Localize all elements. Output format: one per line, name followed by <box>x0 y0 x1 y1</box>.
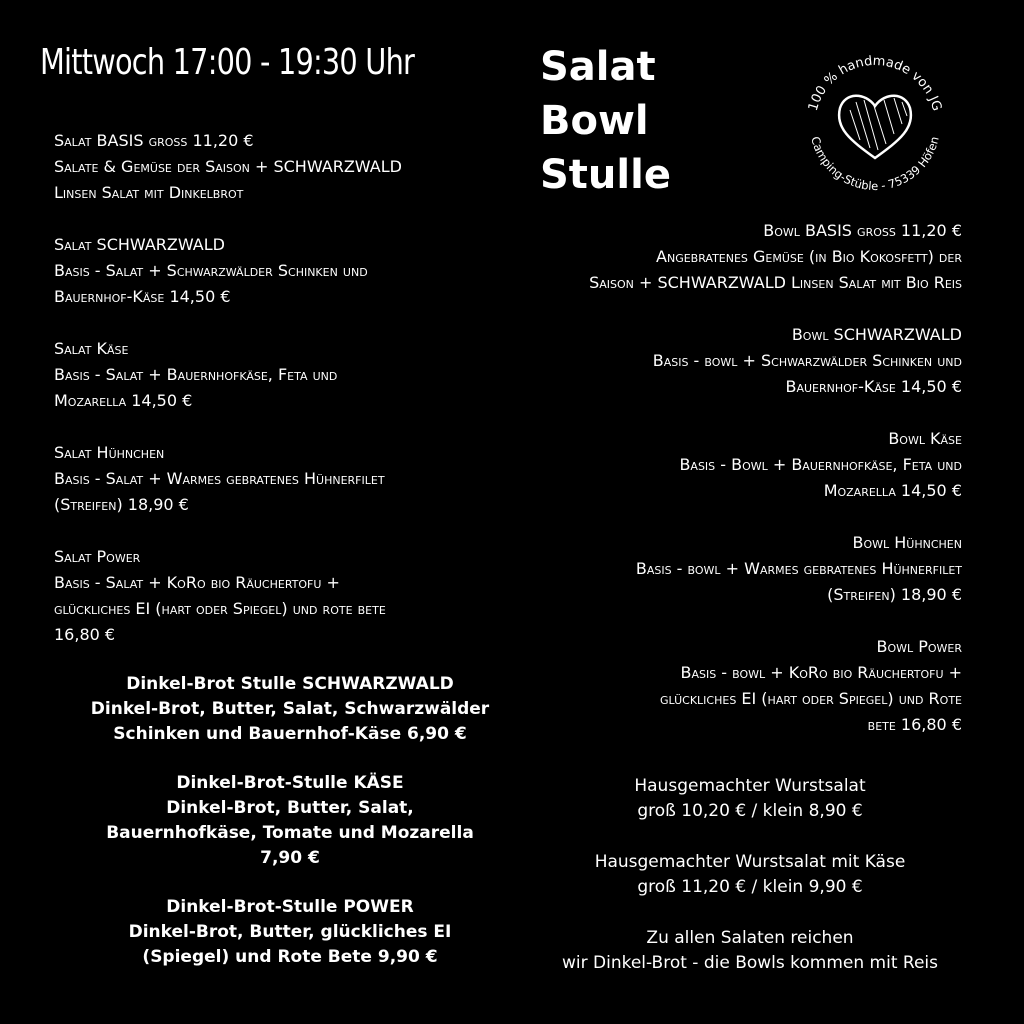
item-line: glückliches EI (hart oder Spiegel) und rote bete <box>54 599 386 618</box>
wurstsalat-item <box>530 850 970 900</box>
item-line: Salat Power <box>54 547 141 566</box>
item-line: Basis - Salat + KoRo bio Räuchertofu + <box>54 573 340 592</box>
item-line: Saison + SCHWARZWALD Linsen Salat mit Bio Reis <box>589 273 962 292</box>
item-line: groß 10,20 € / klein 8,90 € <box>637 801 863 821</box>
item-line: 7,90 € <box>260 848 320 868</box>
svg-text:Camping-Stüble - 75339 Höfen <box>808 135 942 193</box>
item-line: Angebratenes Gemüse (in Bio Kokosfett) der <box>656 247 962 266</box>
item-line: Bauernhof-Käse 14,50 € <box>785 377 962 396</box>
item-line: bete 16,80 € <box>867 715 962 734</box>
item-line: Dinkel-Brot, Butter, glückliches EI <box>128 922 452 942</box>
item-line: Dinkel-Brot, Butter, Salat, <box>166 798 414 818</box>
item-line: groß 11,20 € / klein 9,90 € <box>637 877 863 897</box>
salad-list <box>54 128 524 674</box>
stulle-item <box>60 771 520 871</box>
item-line: 16,80 € <box>54 625 116 644</box>
item-line: Mozarella 14,50 € <box>823 481 962 500</box>
bowl-item <box>522 218 962 296</box>
item-line: Basis - Salat + Schwarzwälder Schinken und <box>54 261 368 280</box>
wurstsalat-list <box>530 774 970 1002</box>
bowl-item <box>522 634 962 738</box>
stulle-item <box>60 895 520 970</box>
item-line: Basis - bowl + KoRo bio Räuchertofu + <box>680 663 962 682</box>
stulle-list <box>60 672 520 994</box>
stamp-bottom-text: Camping-Stüble - 75339 Höfen <box>808 134 942 194</box>
title-line-salat: Salat <box>540 44 656 90</box>
item-line: Mozarella 14,50 € <box>54 391 193 410</box>
bowl-item <box>522 530 962 608</box>
bowl-list <box>522 218 962 764</box>
item-line: Dinkel-Brot-Stulle KÄSE <box>176 773 404 793</box>
item-line: Bowl BASIS gross 11,20 € <box>763 221 962 240</box>
handmade-stamp-logo <box>790 40 960 210</box>
bowl-item <box>522 322 962 400</box>
item-line: Basis - bowl + Schwarzwälder Schinken und <box>652 351 962 370</box>
stamp-top-text: 100 % handmade von JG <box>805 53 945 113</box>
item-line: Bowl Hühnchen <box>852 533 962 552</box>
salad-item <box>54 544 524 648</box>
item-line: wir Dinkel-Brot - die Bowls kommen mit Reis <box>561 953 938 973</box>
item-line: Salat Hühnchen <box>54 443 165 462</box>
item-line: Dinkel-Brot, Butter, Salat, Schwarzwälder <box>90 699 490 719</box>
item-line: Bowl Käse <box>888 429 962 448</box>
item-line: Bauernhof-Käse 14,50 € <box>54 287 231 306</box>
stulle-item <box>60 672 520 747</box>
item-line: (Spiegel) und Rote Bete 9,90 € <box>142 947 438 967</box>
item-line: Salate & Gemüse der Saison + SCHWARZWALD <box>54 157 402 176</box>
item-line: Hausgemachter Wurstsalat <box>634 776 866 796</box>
opening-hours-heading: Mittwoch 17:00 - 19:30 Uhr <box>40 42 415 83</box>
item-line: Schinken und Bauernhof-Käse 6,90 € <box>113 724 467 744</box>
title-line-bowl: Bowl <box>540 98 649 144</box>
salad-item <box>54 336 524 414</box>
salad-item <box>54 232 524 310</box>
item-line: Bowl Power <box>876 637 962 656</box>
item-line: Bauernhofkäse, Tomate und Mozarella <box>106 823 474 843</box>
item-line: Dinkel-Brot Stulle SCHWARZWALD <box>126 674 454 694</box>
item-line: Dinkel-Brot-Stulle POWER <box>166 897 414 917</box>
item-line: Zu allen Salaten reichen <box>646 928 854 948</box>
heart-icon <box>839 96 911 158</box>
item-line: Hausgemachter Wurstsalat mit Käse <box>594 852 906 872</box>
item-line: Linsen Salat mit Dinkelbrot <box>54 183 244 202</box>
wurstsalat-item <box>530 774 970 824</box>
item-line: Basis - bowl + Warmes gebratenes Hühnerfilet <box>635 559 962 578</box>
item-line: Basis - Salat + Bauernhofkäse, Feta und <box>54 365 338 384</box>
item-line: Salat Käse <box>54 339 129 358</box>
item-line: (Streifen) 18,90 € <box>54 495 189 514</box>
salad-item <box>54 440 524 518</box>
title-line-stulle: Stulle <box>540 152 671 198</box>
bowl-item <box>522 426 962 504</box>
item-line: (Streifen) 18,90 € <box>827 585 962 604</box>
menu-title <box>540 40 671 202</box>
salad-item <box>54 128 524 206</box>
footnote <box>530 926 970 976</box>
item-line: Bowl SCHWARZWALD <box>791 325 962 344</box>
item-line: Basis - Salat + Warmes gebratenes Hühnerfilet <box>54 469 385 488</box>
item-line: Salat SCHWARZWALD <box>54 235 225 254</box>
item-line: glückliches EI (hart oder Spiegel) und Rote <box>660 689 962 708</box>
item-line: Salat BASIS gross 11,20 € <box>54 131 254 150</box>
item-line: Basis - Bowl + Bauernhofkäse, Feta und <box>679 455 962 474</box>
